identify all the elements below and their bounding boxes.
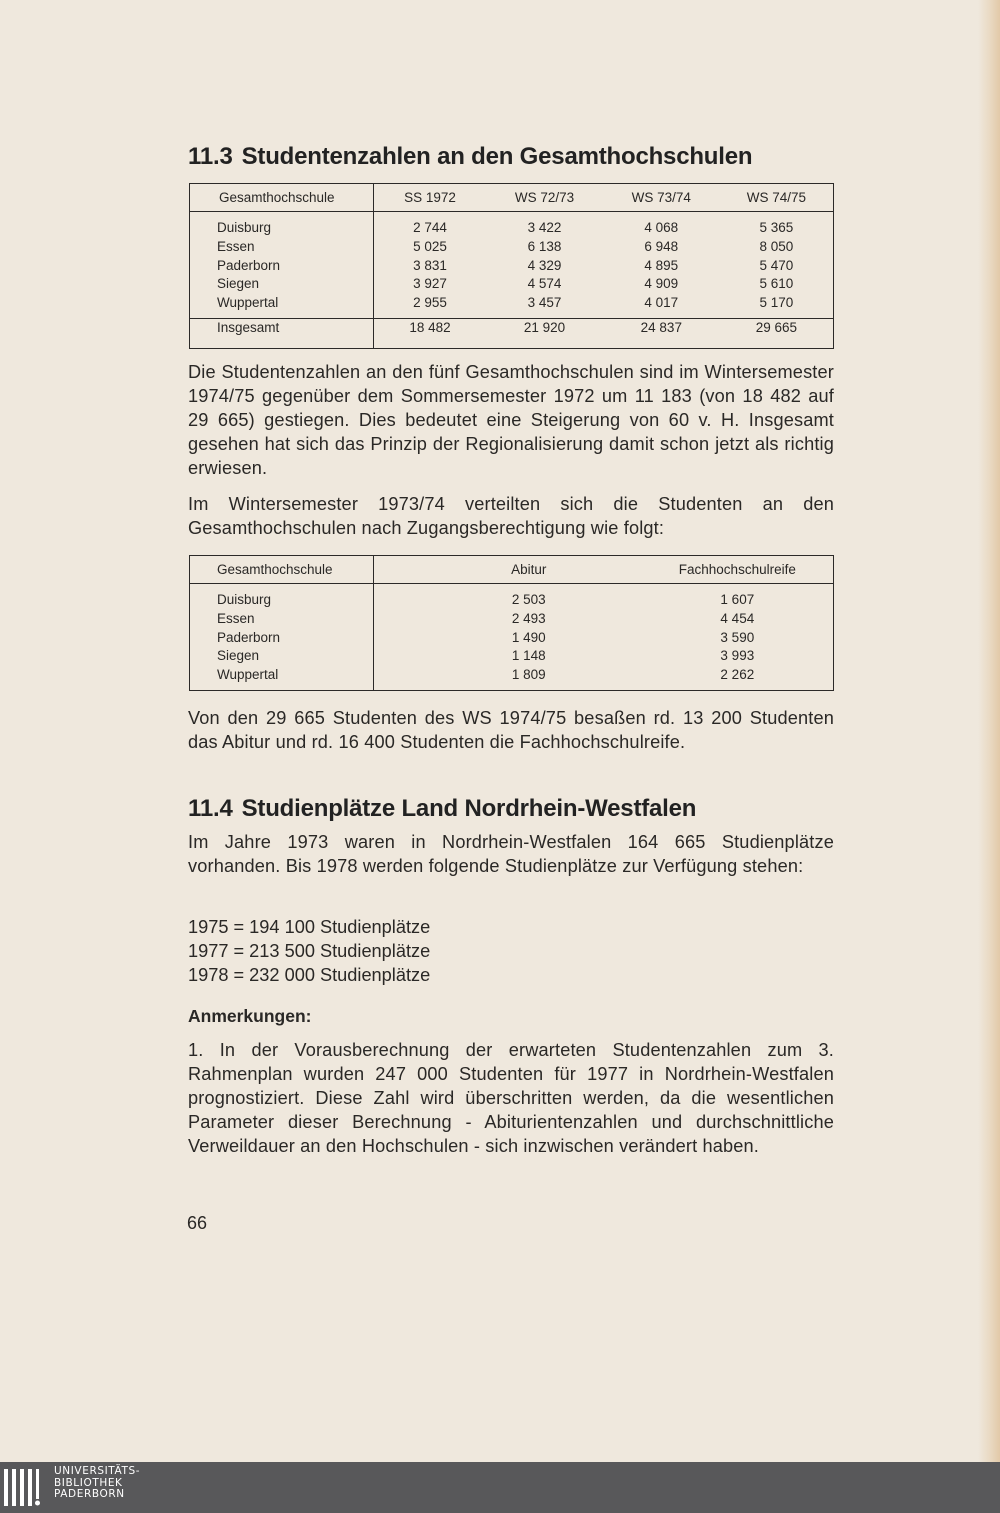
table-cell: 4 454 bbox=[720, 610, 755, 626]
table-cell: Essen bbox=[217, 610, 255, 626]
table-cell: 24 837 bbox=[603, 318, 720, 348]
section-heading-11-3 bbox=[188, 143, 752, 171]
table-cell: 4 017 bbox=[644, 295, 679, 311]
table-body bbox=[190, 584, 834, 691]
section-title: Studentenzahlen an den Gesamthochschulen bbox=[241, 143, 753, 170]
table-cell: 8 050 bbox=[759, 238, 794, 254]
column-header: SS 1972 bbox=[373, 184, 486, 212]
table-cell: 1 148 bbox=[511, 648, 546, 664]
table-body bbox=[190, 212, 834, 319]
note-paragraph: 1. In der Vorausberechnung der erwarteten Studentenzahlen zum 3. Rahmenplan wurden 247 000 Studenten für 1977 in Nordrhein-Westfalen prognostiziert. Diese Zahl wird überschritten werden, da die wesentlichen Parameter dieser Berechnung - Abiturientenzahlen und durchschnittliche Verweildauer an den Hochschulen - sich inzwischen verändert haben. bbox=[188, 1040, 834, 1156]
list-item: 1975 = 194 100 Studienplätze bbox=[188, 917, 431, 937]
section-heading-11-4 bbox=[188, 795, 696, 823]
table-cell: Essen bbox=[217, 238, 255, 254]
table-cell: 5 470 bbox=[759, 257, 794, 273]
list-item: 1978 = 232 000 Studienplätze bbox=[188, 965, 431, 985]
table-cell: 1 809 bbox=[511, 667, 546, 683]
table-cell: 2 262 bbox=[720, 667, 755, 683]
table-cell: Wuppertal bbox=[217, 295, 279, 311]
table-cell: 4 574 bbox=[527, 276, 562, 292]
table-cell: 5 365 bbox=[759, 220, 794, 235]
table-cell: 2 955 bbox=[413, 295, 447, 311]
table-cell: 4 909 bbox=[644, 276, 679, 292]
notes-heading: Anmerkungen: bbox=[188, 1006, 312, 1026]
paragraph: Im Wintersemester 1973/74 verteilten sich die Studenten an den Gesamthochschulen nach Zugangsberechtigung wie folgt: bbox=[188, 494, 834, 538]
table-cell: Paderborn bbox=[217, 629, 281, 645]
table-cell: Duisburg bbox=[217, 220, 272, 235]
column-header: WS 73/74 bbox=[603, 184, 720, 212]
table-cell: 5 170 bbox=[759, 295, 794, 311]
library-footer-bar bbox=[0, 1462, 1000, 1513]
table-cell: 1 607 bbox=[720, 592, 755, 607]
section-number: 11.4 bbox=[188, 795, 233, 822]
column-header: WS 72/73 bbox=[486, 184, 603, 212]
table-cell: 18 482 bbox=[373, 318, 486, 348]
column-header: Fachhochschulreife bbox=[656, 556, 834, 584]
paragraph: Die Studentenzahlen an den fünf Gesamthochschulen sind im Wintersemester 1974/75 gegenüber dem Sommersemester 1972 um 11 183 (von 18 482 auf 29 665) gestiegen. Dies bedeutet eine Steigerung von 60 v. H. Insgesamt gesehen hat sich das Prinzip der Regionalisierung damit schon jetzt als richtig erwiesen. bbox=[188, 362, 834, 478]
section-title: Studienplätze Land Nordrhein-Westfalen bbox=[241, 795, 697, 822]
table-cell: Paderborn bbox=[217, 257, 281, 273]
table-cell: 4 895 bbox=[644, 257, 679, 273]
table-cell: 3 590 bbox=[720, 629, 755, 645]
table-cell: Insgesamt bbox=[190, 318, 374, 348]
column-header: Gesamthochschule bbox=[190, 556, 374, 584]
logo-line: BIBLIOTHEK bbox=[54, 1476, 123, 1489]
table-cell: 29 665 bbox=[720, 318, 834, 348]
library-logo-text bbox=[54, 1466, 140, 1501]
list-item: 1977 = 213 500 Studienplätze bbox=[188, 941, 431, 961]
table-cell: 2 503 bbox=[511, 592, 546, 607]
table-cell: 4 329 bbox=[527, 257, 562, 273]
logo-line: UNIVERSITÄTS- bbox=[54, 1465, 141, 1477]
logo-line: PADERBORN bbox=[54, 1488, 125, 1500]
table-cell: 3 927 bbox=[413, 276, 447, 292]
table-cell: 5 610 bbox=[759, 276, 794, 292]
table-cell: 3 831 bbox=[413, 257, 447, 273]
column-header: Gesamthochschule bbox=[190, 184, 374, 212]
library-logo-icon bbox=[4, 1469, 48, 1506]
table-cell: 21 920 bbox=[486, 318, 603, 348]
table-cell: 2 493 bbox=[511, 610, 546, 626]
table-cell: 3 422 bbox=[527, 220, 562, 235]
table-header-row bbox=[190, 556, 834, 584]
table-cell: 3 993 bbox=[720, 648, 755, 664]
table-cell: 5 025 bbox=[413, 238, 447, 254]
student-numbers-table bbox=[189, 183, 834, 349]
section-number: 11.3 bbox=[188, 143, 233, 170]
table-cell: Duisburg bbox=[217, 592, 272, 607]
table-cell: Wuppertal bbox=[217, 667, 279, 683]
table-header-row bbox=[190, 184, 834, 212]
entrance-qualification-table bbox=[189, 555, 834, 691]
page-edge-shadow bbox=[978, 0, 1000, 1462]
table-cell: 3 457 bbox=[527, 295, 562, 311]
table-cell: 2 744 bbox=[413, 220, 447, 235]
table-cell: 6 138 bbox=[527, 238, 562, 254]
paragraph: Im Jahre 1973 waren in Nordrhein-Westfalen 164 665 Studienplätze vorhanden. Bis 1978 werden folgende Studienplätze zur Verfügung stehen: bbox=[188, 832, 834, 876]
page-number: 66 bbox=[187, 1213, 208, 1233]
table-cell: Siegen bbox=[217, 276, 260, 292]
paragraph: Von den 29 665 Studenten des WS 1974/75 besaßen rd. 13 200 Studenten das Abitur und rd. 16 400 Studenten die Fachhochschulreife. bbox=[188, 708, 834, 752]
table-cell: 4 068 bbox=[644, 220, 679, 235]
table-cell: 1 490 bbox=[511, 629, 546, 645]
column-header: WS 74/75 bbox=[720, 184, 834, 212]
table-total-row bbox=[190, 318, 834, 348]
column-header: Abitur bbox=[373, 556, 655, 584]
table-cell: 6 948 bbox=[644, 238, 679, 254]
table-cell: Siegen bbox=[217, 648, 260, 664]
